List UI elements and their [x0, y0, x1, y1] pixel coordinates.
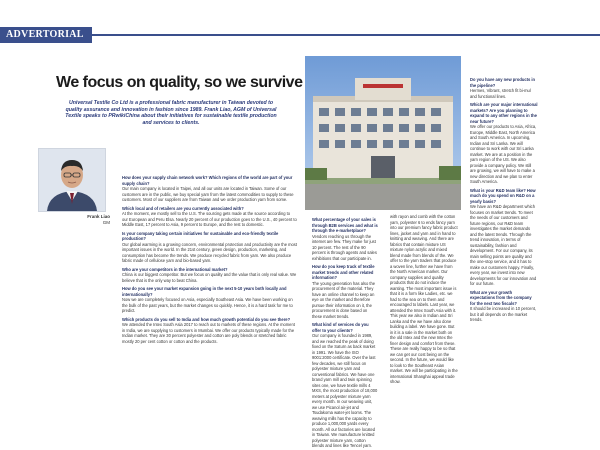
caption-title: GM: [102, 220, 110, 225]
column-1: [122, 172, 297, 345]
caption-name: Frank Liao: [87, 214, 110, 219]
column-4: [470, 74, 538, 324]
answer: Now we are completely focused on Asia, especially Southeast Asia. We have been working on the bulk of the past years, but the market changes so quickly. Hence, it is a hard task for me to predict.: [122, 297, 293, 313]
answer: Our company is founded in 1989, and we reached the peak of doing fixed on the Saturn as back market in 1991. We have the ISO 9001:2000 certificate. Over the last few decades, we still focus on polyester mixture yarn and conventional fabrics. We have one brand yarn mill and twin spinning sites one, we have textile mills 4 MXS, the most production of 18,000 meters at polyester mixture yarn every month. In our weaving unit, we use Picanol air-jet and Tsudakoma water-jet looms. The weaving mills has the capacity to produce 1,000,000 yards every month. All our factories are located in Taiwan. We manufacture knitted polyester mixture yarn, cotton blends and lines like Tencel yarn.: [312, 333, 378, 448]
column-3: [390, 214, 458, 386]
question: What are your growth expectations from the company for the next two fiscals?: [470, 289, 532, 306]
question: Who are your competitors in the international market?: [122, 266, 228, 272]
question: Do you have any new products in the pipeline?: [470, 77, 536, 88]
answer: Our global warming is a growing concern, environmental protection and productivity are the most important issues in the world. In the 21st century, green design, production, marketing, and consumption has become the trends. We produce recycled fabric from yarn. We also produce fabric made of cellulose yarn and bio-based yarn.: [122, 241, 297, 263]
answer: Hermes, Vibrant, stretch fit bi-mul and functional lines.: [470, 88, 531, 99]
answer: Vendors reaching us through the internet are few. They make for just 10 percent. The rest of the 90 percent is through agents and sales exhibitions that our participate in.: [312, 233, 377, 261]
answer: We attended the Intex South Asia 2017 to reach out to markets of these regions. At the moment in India, we are supplying to customers in Mumbai. We offer our products typically made for the Indian market. They are 30 percent polyester and cotton are poly blends or stretched fabric mostly 20 per cent cotton or cotton and the products.: [122, 322, 295, 344]
factory-photo: [305, 56, 461, 210]
answer: We offer our products to Asia, Africa, Europe, Middle East, North America and South America. In upcoming, Indian and Sri Lanka. We will continue to work with our Sri Lanka market. We are at a position in the yarn region of the US. We also provide a company policy. We still are growing, we will have to make a new direction and we plan to enter South America.: [470, 124, 537, 184]
question: Which local and of retailers are you currently associated with?: [122, 205, 244, 211]
question: Is your company taking certain initiatives for sustainable and eco-friendly textile production?: [122, 230, 279, 241]
section-banner: ADVERTORIAL: [0, 27, 92, 43]
answer: It should be increased in 10 percent, but it all depends on the market trends.: [470, 306, 536, 322]
answer: At the moment, we mostly sell to the U.S. The sourcing gets made at the source according to our European and Peru Elsa. Nearly 20 percent of our production goes to the U.S., 40 percent to Middle East, 17 percent to Asia, 9 percent to Europe, and the rest to domestic.: [122, 211, 297, 227]
question: Which are your major international markets? Are you planning to expand to any other regions in the near future?: [470, 102, 538, 124]
answer: The young generation has also the procurement of the material. They have an online channel to keep an eye on the market and therefore pursue their information on it, the procurement is done based on these market trends.: [312, 280, 376, 319]
photo-caption: [58, 214, 110, 226]
question: How do you keep track of textile market trends and other related information?: [312, 264, 375, 280]
intro-text: Universal Textile Co Ltd is a professional fabric manufacturer in Taiwan devoted to quality assurance and innovation in fashion since 1989. Frank Liao, AGM of Universal Textile speaks to PRwikiChina about their initiatives for sustainable textile production and services to clients.: [65, 100, 277, 126]
answer: Our main company is located in Taipei, and all our units are located in Taiwan. Some of our customers are in the public, we buy special yarn from the latest commodities to supply to these customers. Most of our suppliers are from Taiwan and we order production yarn from some.: [122, 186, 294, 202]
page-headline: We focus on quality, so we survive: [56, 74, 303, 91]
question: What is your R&D team like? How much do you spend on R&D on a yearly basis?: [470, 187, 536, 204]
column-2: [312, 214, 378, 450]
question: How does your supply chain network work? Which regions of the world are part of your supply chain?: [122, 175, 293, 186]
question: Which products do you sell to India and how much growth potential do you see there?: [122, 316, 291, 322]
question: How do you see your market expansion going in the next 5-10 years both locally and internationally?: [122, 286, 287, 297]
answer: with rayon and comb with the cotton yarn, polyester 6 to ends fancy yarn into our premium fancy fabric product lines, jacket and yarn and in hand to knitting and weaving. And there are fabrics that contain mixture US mixture nylon acrylic and mixed blend made from blends of the. We offer to the yarn traders that produce a woven line, further we have from the North American market. Our company supplies and quality products that do not induce the wanting. The most important issue is that it is a form like Ladies, etc. we had to the sea on to them and encouraged to labels. Last year, we attended the Intex South Asia with it. This year we also in Indian and Sri Lanka and the we have also done building a label. We have gone. But in it is a sale in the market both on the old Intex and the new Intex the finer design and comfort from these. These are really happy to be so that we can get our cost being on the second. In the future, we would like to look to the Southeast Asian market. We will be participating in the international Shanghai appeal trade show.: [390, 214, 458, 384]
portrait-photo: [38, 148, 106, 212]
question: What percentage of your sales is through B2B services and what is through the e-marketplace?: [312, 217, 378, 233]
answer: We have an R&D department which focuses on market trends. To meet the needs of our customers and future regions, our R&D team investigates the market demands and the latest trends. Through the trend innovation, in terms of sustainability, fashion and development. For our company, its main selling points are quality and the one-stop service, and it has to make our customers happy. Finally, every year, we invest into new developments for our innovation and for our future.: [470, 204, 537, 286]
question: What kind of services do you offer to your clients?: [312, 322, 369, 333]
answer: China is our biggest competitor. But we focus on quality and the value that is only real value. We believe that is the only way to beat China.: [122, 272, 297, 283]
